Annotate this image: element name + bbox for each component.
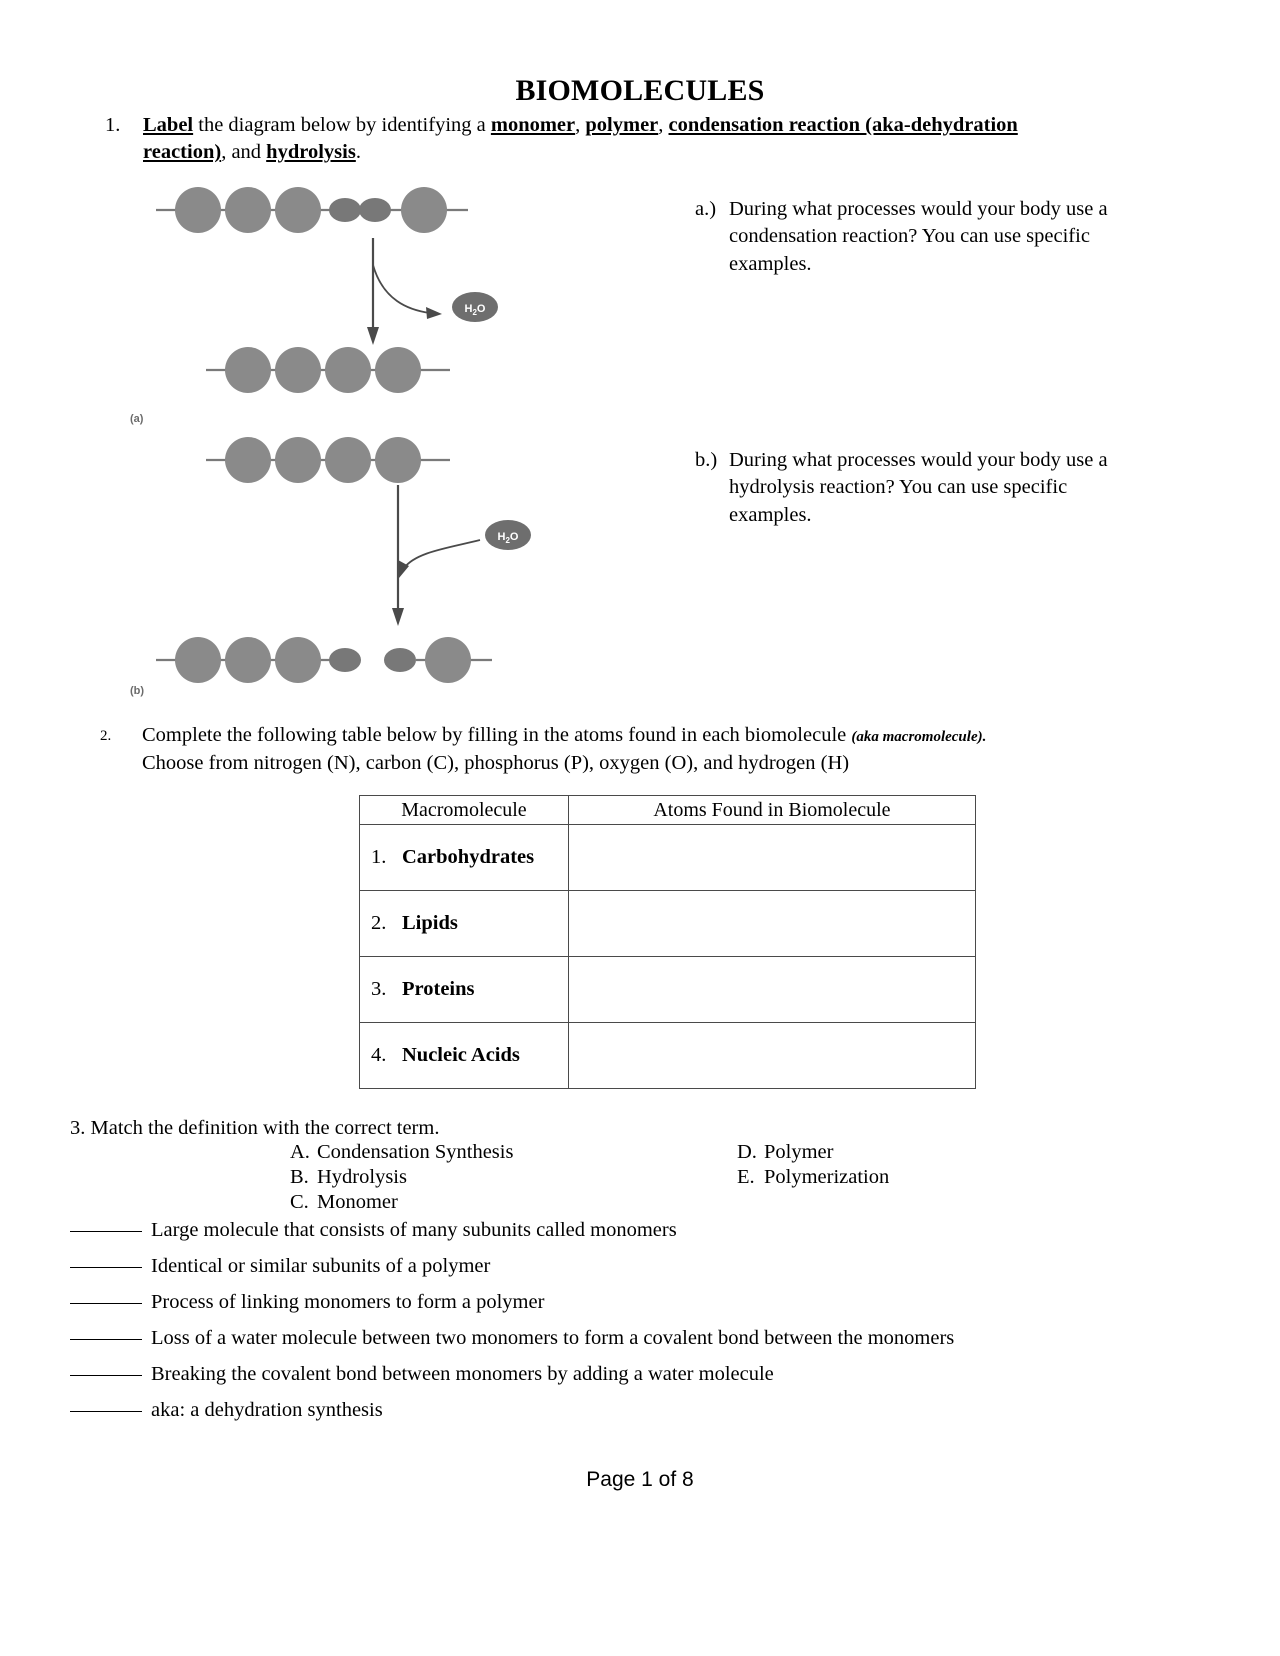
question-1a-marker: a.) (695, 198, 717, 220)
question-2-text (142, 722, 1090, 777)
table-header-row (360, 796, 976, 825)
answer-blank[interactable] (70, 1267, 142, 1268)
panel-b-water-input-arrow (398, 540, 480, 578)
table-row (360, 825, 976, 891)
definition-text: Large molecule that consists of many subunits called monomers (151, 1219, 677, 1241)
definition-row (70, 1399, 1170, 1422)
panel-b-reaction-arrow (392, 485, 404, 626)
reaction-diagram-svg (128, 170, 558, 715)
option-c-term: Monomer (317, 1191, 398, 1213)
option-c-letter: C. (290, 1191, 309, 1213)
page-title: BIOMOLECULES (515, 74, 765, 107)
question-1-sep3: , and (221, 141, 267, 164)
row-number: 1. (371, 846, 387, 868)
question-1-end: . (355, 141, 361, 164)
question-3-definitions (70, 1219, 1170, 1435)
page-footer: Page 1 of 8 (586, 1468, 694, 1491)
question-1-part1: the diagram below by identifying a (193, 114, 491, 136)
definition-text: Breaking the covalent bond between monomers by adding a water molecule (151, 1363, 774, 1385)
definition-row (70, 1327, 1170, 1350)
question-1-text (143, 112, 1085, 167)
table-cell-atoms-answer[interactable] (568, 957, 975, 1023)
definition-text: Process of linking monomers to form a polymer (151, 1291, 545, 1313)
svg-text:H2O: $H_2O$ (497, 531, 519, 545)
option-b-letter: B. (290, 1166, 309, 1188)
panel-a-condensation-top-chain (156, 187, 468, 233)
definition-text: Identical or similar subunits of a polymer (151, 1255, 491, 1277)
option-b-term: Hydrolysis (317, 1166, 407, 1188)
question-1-number: 1. (105, 114, 121, 136)
table-cell-macromolecule (360, 1023, 569, 1089)
table-cell-atoms-answer[interactable] (568, 1023, 975, 1089)
option-c (290, 1190, 640, 1215)
panel-a-label: (a) (130, 413, 144, 425)
row-number: 3. (371, 978, 387, 1000)
question-1-term-hydrolysis: hydrolysis (266, 141, 356, 164)
table-row (360, 957, 976, 1023)
table-cell-macromolecule (360, 891, 569, 957)
question-3-prompt: 3. Match the definition with the correct term. (70, 1117, 440, 1139)
option-d-letter: D. (737, 1141, 757, 1163)
reaction-diagram (128, 170, 558, 715)
svg-text:H2O: $H_2O$ (464, 303, 486, 317)
definition-text: Loss of a water molecule between two monomers to form a covalent bond between the monomers (151, 1327, 955, 1349)
question-3-options-left-column (290, 1140, 640, 1215)
question-2-aka-note: (aka macromolecule). (851, 729, 987, 745)
option-a-letter: A. (290, 1141, 310, 1163)
row-name: Nucleic Acids (402, 1044, 520, 1066)
row-number: 2. (371, 912, 387, 934)
row-name: Lipids (402, 912, 458, 934)
question-3-options-right-column (737, 1140, 1017, 1190)
option-e (737, 1165, 1017, 1190)
option-e-term: Polymerization (764, 1166, 890, 1188)
question-1-term-polymer: polymer (585, 114, 659, 136)
row-name: Carbohydrates (402, 846, 535, 868)
panel-b-hydrolysis-top-chain (206, 437, 450, 483)
question-1-term-monomer: monomer (490, 114, 576, 136)
answer-blank[interactable] (70, 1303, 142, 1304)
question-1-sep2: , (658, 114, 669, 136)
answer-blank[interactable] (70, 1411, 142, 1412)
question-1-sep1: , (575, 114, 586, 136)
row-number: 4. (371, 1044, 387, 1066)
definition-text: aka: a dehydration synthesis (151, 1399, 383, 1421)
option-b (290, 1165, 640, 1190)
panel-a-water-release-arrow (373, 265, 442, 319)
table-header-macromolecule: Macromolecule (360, 796, 569, 825)
definition-row (70, 1219, 1170, 1242)
question-2 (100, 722, 1090, 777)
question-1a (695, 196, 1135, 278)
panel-a-reaction-arrow (367, 238, 379, 345)
table-cell-macromolecule (360, 825, 569, 891)
option-d (737, 1140, 1017, 1165)
macromolecule-table (359, 795, 976, 1089)
answer-blank[interactable] (70, 1231, 142, 1232)
table-cell-atoms-answer[interactable] (568, 891, 975, 957)
question-2-line2: Choose from nitrogen (N), carbon (C), phosphorus (P), oxygen (O), and hydrogen (H) (142, 751, 850, 774)
panel-b-product-chain (156, 637, 492, 683)
row-name: Proteins (402, 978, 475, 1000)
question-2-line1: Complete the following table below by filling in the atoms found in each biomolecule (142, 724, 852, 746)
table-row (360, 891, 976, 957)
panel-b-label: (b) (130, 685, 145, 697)
option-a-term: Condensation Synthesis (317, 1141, 514, 1163)
table-header-atoms: Atoms Found in Biomolecule (568, 796, 975, 825)
definition-row (70, 1363, 1170, 1386)
table-cell-atoms-answer[interactable] (568, 825, 975, 891)
question-1b-text: During what processes would your body use a hydrolysis reaction? You can use specific examples. (729, 449, 1108, 526)
water-molecule-a (452, 292, 498, 322)
panel-a-product-chain (206, 347, 450, 393)
definition-row (70, 1255, 1170, 1278)
question-1b (695, 447, 1135, 529)
option-e-letter: E. (737, 1166, 755, 1188)
answer-blank[interactable] (70, 1339, 142, 1340)
question-1a-text: During what processes would your body use a condensation reaction? You can use specific examples. (729, 198, 1108, 275)
question-1 (105, 112, 1085, 167)
question-1-label-keyword: Label (143, 114, 194, 136)
table-cell-macromolecule (360, 957, 569, 1023)
option-a (290, 1140, 640, 1165)
question-1-term-condensation: condensation reaction (aka-dehydration reaction) (143, 114, 1018, 164)
table-row (360, 1023, 976, 1089)
option-d-term: Polymer (764, 1141, 834, 1163)
question-2-number: 2. (100, 728, 112, 744)
definition-row (70, 1291, 1170, 1314)
question-1b-marker: b.) (695, 449, 718, 471)
answer-blank[interactable] (70, 1375, 142, 1376)
water-molecule-b (485, 520, 531, 550)
